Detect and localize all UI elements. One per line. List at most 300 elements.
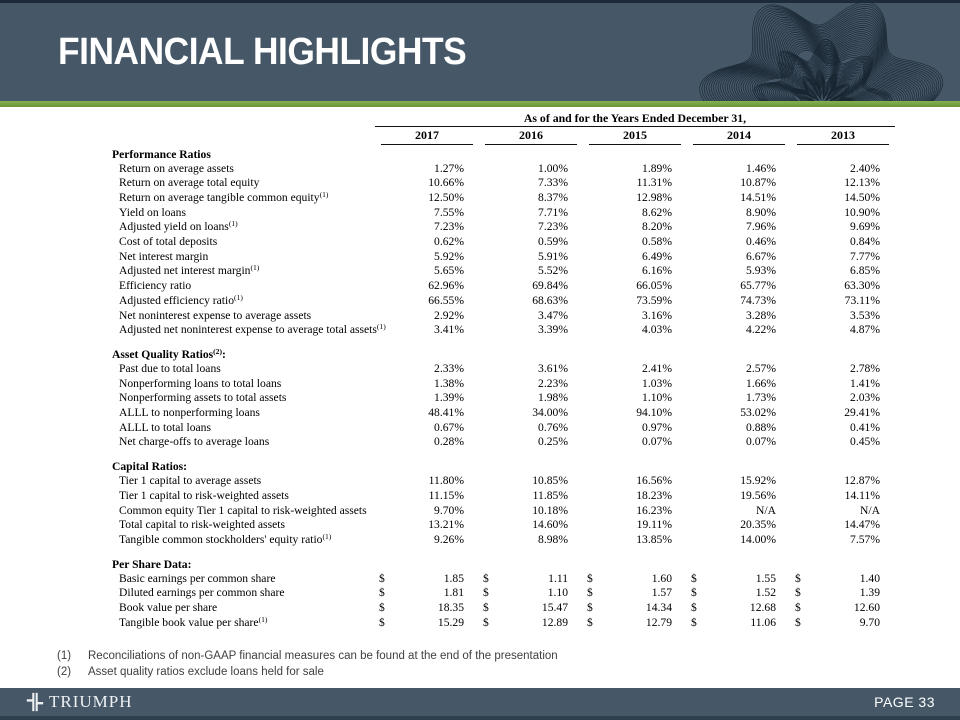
dollar-sign: $ [587,615,593,629]
table-row [112,377,898,392]
cell-value: 12.13% [844,176,880,190]
cell-value: 2.78% [850,361,880,375]
cell-value: 8.62% [642,205,672,219]
cell-value: 63.30% [844,279,880,293]
row-label-text: Return on average assets [119,161,234,175]
cell-value: 10.87% [740,176,776,190]
value-cell [791,572,895,587]
value-cell [375,323,479,338]
value-cell [583,601,687,616]
row-label-text: ALLL to nonperforming loans [119,406,260,420]
cell-value: 2.33% [434,361,464,375]
footnote-ref: (1) [234,292,243,302]
cell-value: 14.60% [532,518,568,532]
cell-value: 1.39 [859,586,880,600]
row-label-text: Tier 1 capital to risk-weighted assets [119,488,289,502]
cell-value: 0.07% [746,435,776,449]
cell-value: 66.05% [636,279,672,293]
cell-value: 15.29 [437,615,464,629]
cell-value: 74.73% [740,293,776,307]
row-label-text: Return on average total equity [119,176,260,190]
table-row [112,309,898,324]
row-label [112,406,375,421]
footnote-1 [57,648,558,664]
value-cell [791,235,895,250]
value-cell [791,264,895,279]
value-cell [687,489,791,504]
cell-value: 2.23% [538,376,568,390]
cell-value: 1.85 [443,571,464,585]
footnote-1-marker: (1) [57,650,72,662]
section-heading-row [112,347,898,362]
value-cell [479,489,583,504]
cell-value: 3.47% [538,308,568,322]
cell-value: 7.96% [746,220,776,234]
cell-value: 12.87% [844,474,880,488]
value-cell [687,533,791,548]
value-cell [687,406,791,421]
cell-value: 14.47% [844,518,880,532]
value-cell [687,294,791,309]
cell-value: 94.10% [636,406,672,420]
value-cell [791,206,895,221]
value-cell [479,264,583,279]
cell-value: 34.00% [532,406,568,420]
slide-footer [0,688,960,720]
row-label [112,191,375,206]
value-cell [687,176,791,191]
cell-value: 10.66% [428,176,464,190]
section-heading-row [112,147,898,162]
cell-value: 0.41% [850,420,880,434]
row-label [112,176,375,191]
row-label [112,206,375,221]
value-cell [791,220,895,235]
value-cell [375,220,479,235]
value-cell [687,235,791,250]
value-cell [791,601,895,616]
row-label [112,616,375,631]
table-row [112,235,898,250]
value-cell [791,391,895,406]
table-row [112,264,898,279]
cell-value: 0.88% [746,420,776,434]
value-cell [791,489,895,504]
cell-value: 68.63% [532,293,568,307]
value-cell [583,572,687,587]
value-cell [687,572,791,587]
value-cell [687,191,791,206]
value-cell [687,279,791,294]
dollar-sign: $ [483,586,489,600]
cell-value: 1.89% [642,161,672,175]
cell-value: 1.46% [746,161,776,175]
cell-value: 0.76% [538,420,568,434]
value-cell [791,586,895,601]
footnote-ref: (1) [258,614,268,624]
table-row [112,406,898,421]
row-label-text: Diluted earnings per common share [119,586,285,600]
dollar-sign: $ [587,571,593,585]
cell-value: 65.77% [740,279,776,293]
footnote-2-text: Asset quality ratios exclude loans held for sale [88,666,324,678]
row-label [112,504,375,519]
cell-value: 3.39% [538,323,568,337]
value-cell [479,220,583,235]
value-cell [375,504,479,519]
cell-value: 13.21% [428,518,464,532]
cell-value: 14.11% [844,488,880,502]
dollar-sign: $ [691,586,697,600]
value-cell [479,421,583,436]
cell-value: 0.59% [538,235,568,249]
year-header-label: 2013 [797,129,889,145]
value-cell [583,474,687,489]
row-label-text: Cost of total deposits [119,235,218,249]
cell-value: 3.41% [434,323,464,337]
cell-value: 1.10% [642,391,672,405]
table-row [112,362,898,377]
table-row [112,206,898,221]
cell-value: 69.84% [532,279,568,293]
row-label-text: Common equity Tier 1 capital to risk-weighted assets [119,503,367,517]
cell-value: 1.27% [434,161,464,175]
cell-value: 1.11 [548,571,568,585]
table-row [112,435,898,450]
value-cell [583,264,687,279]
table-row [112,250,898,265]
section-heading [112,347,375,362]
value-cell [583,309,687,324]
year-header-label: 2015 [589,129,681,145]
cell-value: 1.57 [651,586,672,600]
row-label [112,279,375,294]
value-cell [791,518,895,533]
footnote-ref: (1) [322,531,332,541]
value-cell [791,435,895,450]
section-heading-text: Capital Ratios: [112,460,188,474]
cell-value: 11.15% [428,488,464,502]
triumph-cross-icon [25,692,45,712]
cell-value: 12.50% [428,190,464,204]
cell-value: 1.81 [443,586,464,600]
cell-value: 16.56% [636,474,672,488]
cell-value: 7.23% [434,220,464,234]
cell-value: 1.38% [434,376,464,390]
value-cell [583,362,687,377]
footnote-1-text: Reconciliations of non-GAAP financial measures can be found at the end of the presentation [88,650,558,662]
dollar-sign: $ [691,571,697,585]
value-cell [583,518,687,533]
cell-value: 2.92% [434,308,464,322]
value-cell [791,616,895,631]
cell-value: 9.69% [850,220,880,234]
cell-value: 15.92% [740,474,776,488]
table-row [112,601,898,616]
cell-value: 4.03% [642,323,672,337]
table-row [112,391,898,406]
cell-value: 8.90% [746,205,776,219]
dollar-sign: $ [795,586,801,600]
row-label [112,474,375,489]
cell-value: 1.52 [755,586,776,600]
value-cell [687,435,791,450]
section-heading-row [112,459,898,474]
cell-value: 1.55 [755,571,776,585]
footnote-ref: (1) [376,322,386,332]
value-cell [791,191,895,206]
year-header-cell [479,129,583,145]
cell-value: 0.28% [434,435,464,449]
cell-value: 7.57% [850,532,880,546]
value-cell [583,279,687,294]
value-cell [479,435,583,450]
cell-value: 3.53% [850,308,880,322]
value-cell [687,377,791,392]
value-cell [479,377,583,392]
value-cell [791,294,895,309]
row-label-text: Tangible common stockholders' equity ratio [119,532,323,546]
value-cell [583,191,687,206]
value-cell [687,518,791,533]
value-cell [479,616,583,631]
slide-title: FINANCIAL HIGHLIGHTS [58,31,467,73]
section-heading [112,147,375,162]
value-cell [687,323,791,338]
cell-value: 9.70% [434,503,464,517]
year-header-label: 2017 [381,129,473,145]
cell-value: 0.07% [642,435,672,449]
row-label [112,162,375,177]
value-cell [375,206,479,221]
table-row [112,586,898,601]
cell-value: 11.80% [428,474,464,488]
value-cell [375,421,479,436]
row-label [112,586,375,601]
value-cell [687,220,791,235]
cell-value: 73.11% [844,293,880,307]
table-row [112,279,898,294]
row-label [112,489,375,504]
cell-value: 4.87% [850,323,880,337]
cell-value: 12.60 [853,601,880,615]
cell-value: 7.33% [538,176,568,190]
cell-value: 19.11% [636,518,672,532]
cell-value: 12.89 [541,615,568,629]
cell-value: 0.25% [538,435,568,449]
value-cell [375,250,479,265]
table-row [112,191,898,206]
value-cell [791,309,895,324]
row-label-text: Yield on loans [119,205,186,219]
section-heading-text: Asset Quality Ratios [112,347,214,361]
value-cell [375,362,479,377]
cell-value: 3.61% [538,361,568,375]
footnote-ref: (1) [228,219,238,229]
cell-value: 1.66% [746,376,776,390]
section-heading-text: Performance Ratios [112,147,211,161]
cell-value: 0.62% [434,235,464,249]
row-label-text: Return on average tangible common equity [119,190,320,204]
value-cell [479,309,583,324]
value-cell [687,586,791,601]
value-cell [791,323,895,338]
cell-value: 73.59% [636,293,672,307]
cell-value: 7.71% [538,205,568,219]
value-cell [375,279,479,294]
row-label-text: Tier 1 capital to average assets [119,474,262,488]
year-header-label: 2016 [485,129,577,145]
footnotes [57,648,558,680]
table-row [112,533,898,548]
cell-value: 3.28% [746,308,776,322]
value-cell [479,191,583,206]
cell-value: 14.50% [844,190,880,204]
cell-value: 18.23% [636,488,672,502]
value-cell [687,421,791,436]
value-cell [375,191,479,206]
span-header-text: As of and for the Years Ended December 31, [523,111,747,125]
cell-value: 29.41% [844,406,880,420]
row-label [112,322,386,338]
value-cell [375,235,479,250]
value-cell [583,250,687,265]
row-label-text: Tangible book value per share [119,615,259,629]
cell-value: 7.23% [538,220,568,234]
value-cell [479,391,583,406]
value-cell [583,504,687,519]
dollar-sign: $ [379,601,385,615]
value-cell [375,533,479,548]
value-cell [791,474,895,489]
value-cell [479,572,583,587]
value-cell [583,391,687,406]
value-cell [687,206,791,221]
page-number: PAGE 33 [874,694,935,710]
cell-value: 2.57% [746,361,776,375]
row-label [112,362,375,377]
table-row [112,474,898,489]
dollar-sign: $ [691,615,697,629]
dollar-sign: $ [795,601,801,615]
value-cell [791,421,895,436]
cell-value: 12.98% [636,190,672,204]
year-header-label: 2014 [693,129,785,145]
brand-logo [25,692,133,712]
value-cell [375,474,479,489]
value-cell [687,309,791,324]
cell-value: 18.35 [437,601,464,615]
cell-value: 14.00% [740,532,776,546]
cell-value: 10.90% [844,205,880,219]
cell-value: 0.46% [746,235,776,249]
value-cell [479,601,583,616]
value-cell [583,235,687,250]
cell-value: 11.06 [750,615,776,629]
table-row [112,572,898,587]
section-heading [112,557,375,572]
cell-value: 1.73% [746,391,776,405]
cell-value: 5.91% [538,249,568,263]
cell-value: 9.70 [859,615,880,629]
cell-value: 5.93% [746,264,776,278]
row-label-text: Total capital to risk-weighted assets [119,518,285,532]
cell-value: 1.39% [434,391,464,405]
value-cell [687,162,791,177]
brand-name: TRIUMPH [49,692,133,711]
row-label [112,250,375,265]
row-label [112,518,375,533]
cell-value: 13.85% [636,532,672,546]
row-label [112,572,375,587]
value-cell [479,235,583,250]
table-row [112,176,898,191]
cell-value: 1.60 [651,571,672,585]
row-label-text: Net charge-offs to average loans [119,435,270,449]
row-label-text: Nonperforming loans to total loans [119,376,282,390]
cell-value: 0.97% [642,420,672,434]
row-label-text: Basic earnings per common share [119,571,276,585]
row-label-text: Book value per share [119,601,218,615]
cell-value: 14.51% [740,190,776,204]
row-label-text: Net noninterest expense to average assets [119,308,312,322]
value-cell [375,162,479,177]
value-cell [583,220,687,235]
value-cell [375,309,479,324]
row-label [112,601,375,616]
dollar-sign: $ [379,571,385,585]
value-cell [791,162,895,177]
cell-value: 6.16% [642,264,672,278]
section-heading-text: Per Share Data: [112,557,192,571]
value-cell [375,377,479,392]
cell-value: 53.02% [740,406,776,420]
cell-value: 11.31% [636,176,672,190]
cell-value: 66.55% [428,293,464,307]
value-cell [791,533,895,548]
value-cell [791,362,895,377]
slide-header [0,0,960,101]
cell-value: 62.96% [428,279,464,293]
cell-value: 14.34 [645,601,672,615]
cell-value: 20.35% [740,518,776,532]
dollar-sign: $ [483,571,489,585]
value-cell [375,489,479,504]
row-label [112,421,375,436]
value-cell [479,586,583,601]
year-header-cell [583,129,687,145]
row-label-text: Nonperforming assets to total assets [119,391,287,405]
value-cell [791,250,895,265]
guilloche-pattern-decoration [680,0,960,101]
footnote-2 [57,664,558,680]
row-label [112,294,375,309]
cell-value: 1.41% [850,376,880,390]
cell-value: 19.56% [740,488,776,502]
cell-value: 4.22% [746,323,776,337]
cell-value: 15.47 [541,601,568,615]
row-label-text: Adjusted yield on loans [119,220,229,234]
value-cell [583,406,687,421]
cell-value: 2.03% [850,391,880,405]
value-cell [375,264,479,279]
dollar-sign: $ [587,601,593,615]
cell-value: 11.85% [532,488,568,502]
cell-value: 6.85% [850,264,880,278]
cell-value: 8.20% [642,220,672,234]
cell-value: 0.67% [434,420,464,434]
value-cell [687,504,791,519]
